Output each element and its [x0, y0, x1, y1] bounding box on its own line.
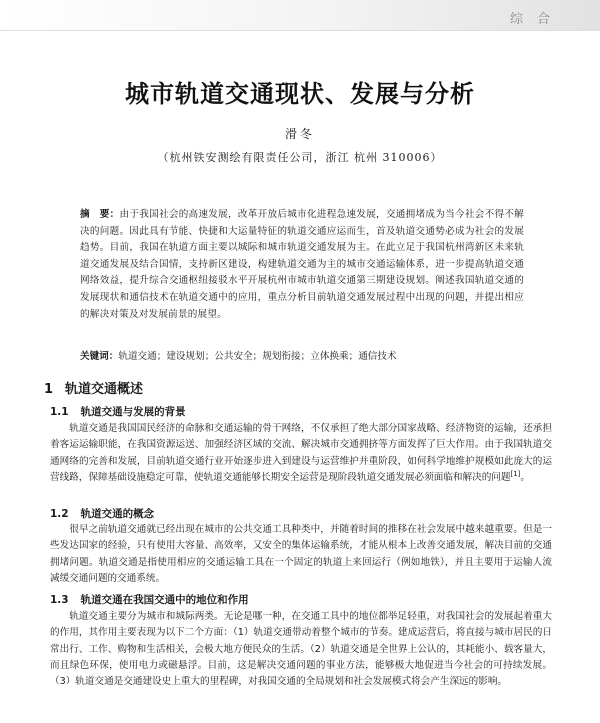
abstract-text: 由于我国社会的高速发展，改革开放后城市化进程急速发展，交通拥堵成为当今社会不得不解决的问题。因此具有节能、快捷和大运量特征的轨道交通应运而生，首及轨道交通势必成为社会的发展趋势。目前，我国在轨道方面主要以城际和城市轨道交通发展为主。在此立足于我国杭州湾新区未来轨道交通发展及结合国情，支持新区建设，构建轨道交通为主的城市交通运输体系，进一步提高轨道交通网络效益，提升综合交通枢纽接驳水平开展杭州市城市轨道交通第三期建设规划。阐述我国轨道交通的发展现状和通信技术在轨道交通中的应用，重点分析目前轨道交通发展过程中出现的问题，并提出相应的解决对策及对发展前景的展望。 — [80, 209, 524, 320]
subsection-heading-1-2 — [50, 506, 154, 521]
paragraph-end: 。 — [520, 471, 531, 483]
subsection-title: 轨道交通的概念 — [80, 508, 155, 520]
paragraph-text: 轨道交通主要分为城市和城际两类。无论是哪一种，在交通工具中的地位都举足轻重，对我国社会的发展起着重大的作用，其作用主要表现为以下二个方面：（1）轨道交通带动着整个城市的节奏。建成运营后，将直接与城市居民的日常出行、工作、购物和生活相关，会极大地方便民众的生活。（2）轨道交通是全世界上公认的，其耗能小、载客量大，而且绿色环保，使用电力或磁悬浮。目前，这是解决交通问题的事业方法，能够极大地促进当今社会的可持续发展。（3）轨道交通是交通建设史上重大的里程碑，对我国交通的全局规划和社会发展模式将会产生深远的影响。 — [50, 611, 552, 688]
abstract — [80, 207, 524, 323]
section-number: 1 — [44, 382, 54, 397]
paragraph-1-2 — [50, 522, 552, 587]
subsection-number: 1.2 — [50, 508, 69, 520]
affiliation: （杭州铁安测绘有限责任公司，浙江 杭州 310006） — [157, 151, 443, 164]
abstract-label: 摘 要： — [80, 209, 120, 220]
author: 滑冬 — [284, 127, 315, 141]
paragraph-text: 轨道交通是我国国民经济的命脉和交通运输的骨干网络，不仅承担了绝大部分国家战略、经济物资的运输，还承担着客运运输职能，在我国资源运送、加强经济区域的交流、解决城市交通拥挤等方面发挥了巨大作用。由于我国轨道交通网络的完善和发展，目前轨道交通行业开始逐步进入到建设与运营维护并重阶段，如何科学地维护规模如此庞大的运营线路，保障基础设施稳定可靠，使轨道交通能够长期安全运营是现阶段轨道交通发展必须面临和解决的问题 — [50, 423, 552, 483]
section-heading-1 — [44, 378, 143, 397]
paragraph-1-1 — [50, 421, 552, 486]
keywords-text: 轨道交通；建设规划；公共安全；规划衔接；立体换乘；通信技术 — [118, 351, 397, 362]
page-header-band — [0, 0, 600, 31]
subsection-number: 1.1 — [50, 406, 69, 418]
section-title: 轨道交通概述 — [65, 382, 144, 397]
subsection-title: 轨道交通在我国交通中的地位和作用 — [80, 594, 249, 606]
paragraph-1-3 — [50, 609, 552, 690]
subsection-title: 轨道交通与发展的背景 — [80, 406, 186, 418]
section-tag: 综合 — [509, 12, 564, 27]
subsection-number: 1.3 — [50, 594, 69, 606]
paragraph-text: 很早之前轨道交通就已经出现在城市的公共交通工具种类中，并随着时间的推移在社会发展中越来越重要。但是一些发达国家的经验，只有使用大容量、高效率，又安全的集体运输系统，才能从根本上改善交通发展，解决目前的交通拥堵问题。轨道交通是指使用相应的交通运输工具在一个固定的轨道上来回运行（例如地铁），并且主要用于运输人流减缓交通问题的交通系统。 — [50, 524, 552, 584]
keywords — [80, 349, 524, 365]
subsection-heading-1-1 — [50, 404, 186, 419]
keywords-label: 关键词： — [80, 351, 119, 362]
citation: [1] — [510, 469, 521, 478]
subsection-heading-1-3 — [50, 592, 249, 607]
article-title: 城市轨道交通现状、发展与分析 — [125, 80, 475, 108]
